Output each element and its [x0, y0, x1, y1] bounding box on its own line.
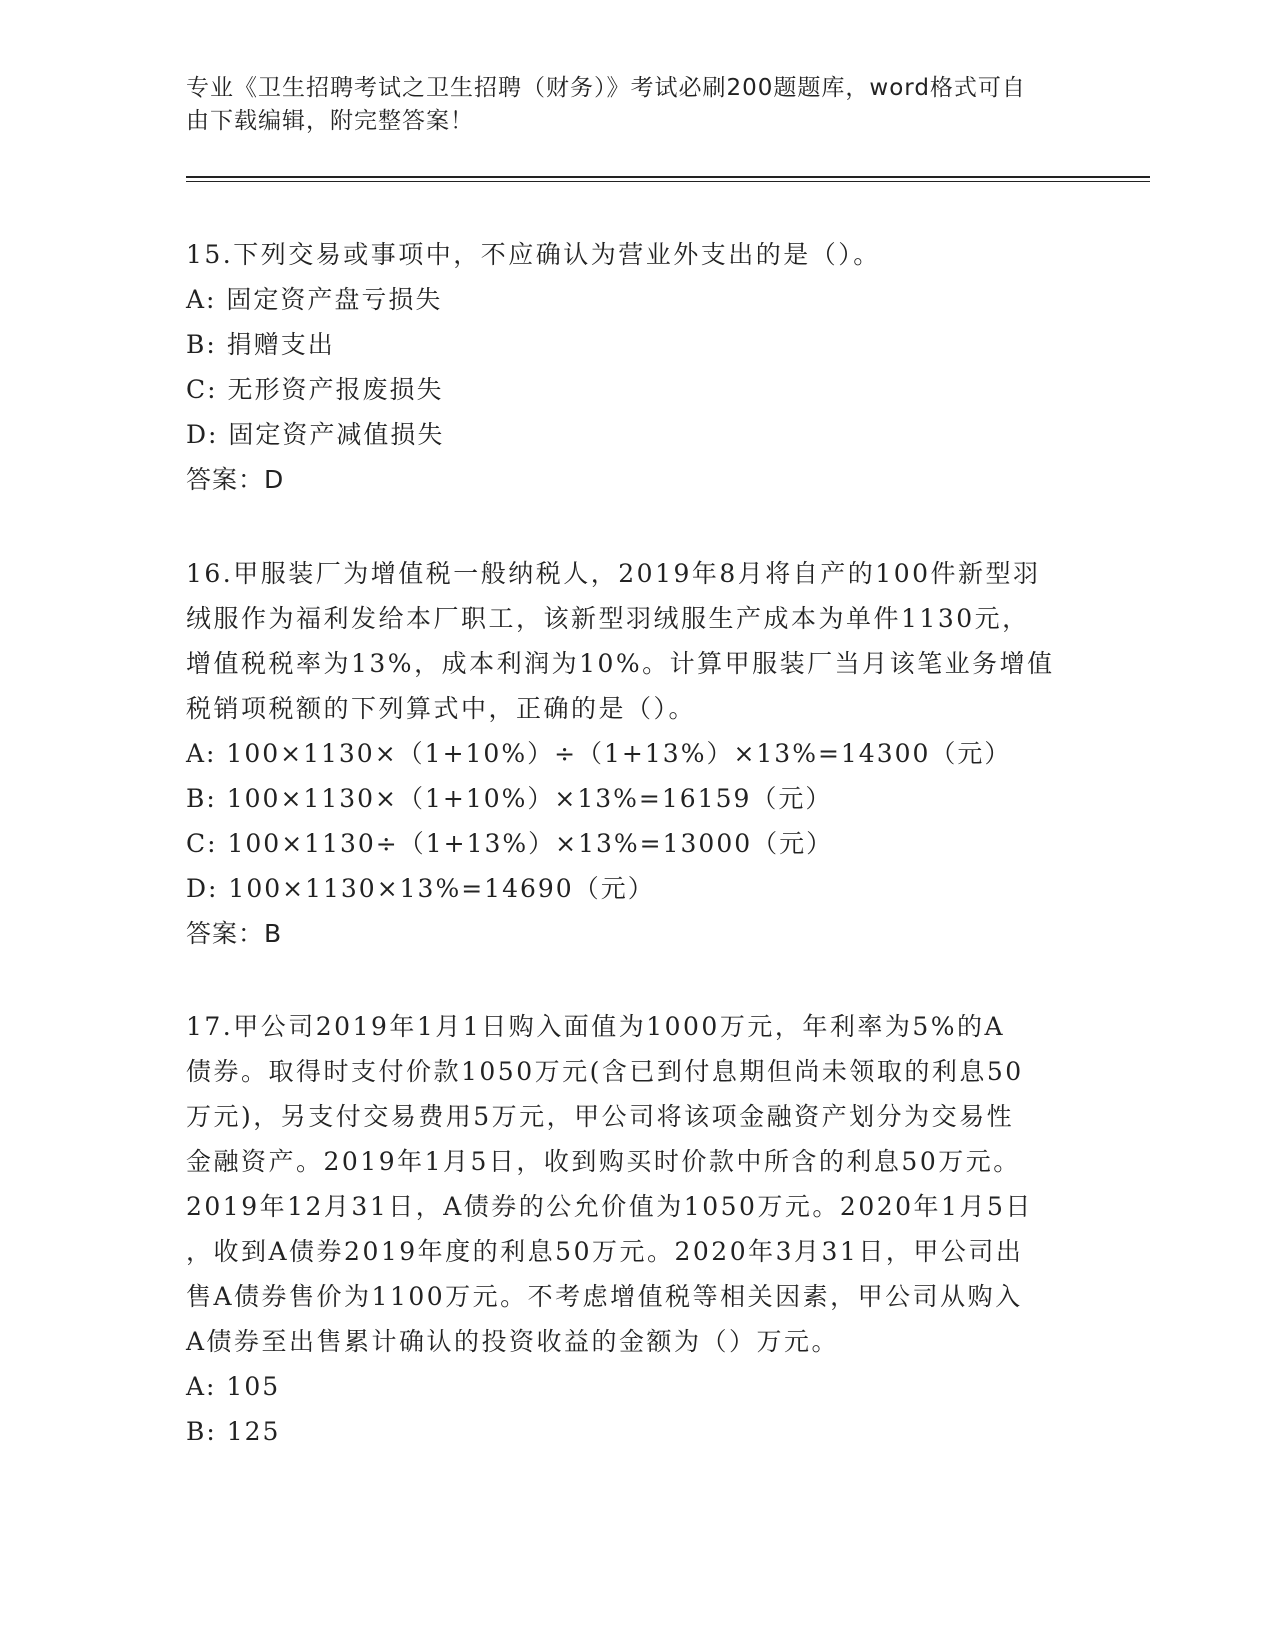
- question-stem: 税销项税额的下列算式中，正确的是（）。: [186, 694, 697, 723]
- header-line: 由下载编辑，附完整答案！: [186, 108, 474, 134]
- question-17: [186, 1004, 1086, 1454]
- question-stem: 万元)，另支付交易费用5万元，甲公司将该项金融资产划分为交易性: [186, 1102, 1015, 1131]
- question-stem: 2019年12月31日，A债券的公允价值为1050万元。2020年1月5日: [186, 1192, 1033, 1221]
- option-a: A: 固定资产盘亏损失: [186, 285, 443, 314]
- option-b: B: 125: [186, 1417, 281, 1446]
- question-15: [186, 232, 1086, 502]
- answer: 答案：D: [186, 465, 285, 494]
- question-stem: ，收到A债券2019年度的利息50万元。2020年3月31日，甲公司出: [186, 1237, 1024, 1266]
- question-stem: 售A债券售价为1100万元。不考虑增值税等相关因素，甲公司从购入: [186, 1282, 1023, 1311]
- answer: 答案：B: [186, 919, 283, 948]
- question-stem: 16.甲服装厂为增值税一般纳税人，2019年8月将自产的100件新型羽: [186, 559, 1041, 588]
- question-stem: A债券至出售累计确认的投资收益的金额为（）万元。: [186, 1327, 840, 1356]
- header-divider: [186, 176, 1150, 178]
- option-d: D: 100×1130×13%=14690（元）: [186, 874, 655, 903]
- question-stem: 增值税税率为13%，成本利润为10%。计算甲服装厂当月该笔业务增值: [186, 649, 1055, 678]
- option-a: A: 100×1130×（1+10%）÷（1+13%）×13%=14300（元）: [186, 739, 1012, 768]
- header-line: 专业《卫生招聘考试之卫生招聘（财务）》考试必刷200题题库，word格式可自: [186, 75, 1026, 101]
- option-c: C: 无形资产报废损失: [186, 375, 444, 404]
- header-divider-thin: [186, 181, 1150, 182]
- question-stem: 15.下列交易或事项中，不应确认为营业外支出的是（）。: [186, 240, 881, 269]
- question-stem: 绒服作为福利发给本厂职工，该新型羽绒服生产成本为单件1130元，: [186, 604, 1030, 633]
- question-stem: 债券。取得时支付价款1050万元(含已到付息期但尚未领取的利息50: [186, 1057, 1024, 1086]
- option-d: D: 固定资产减值损失: [186, 420, 445, 449]
- question-stem: 金融资产。2019年1月5日，收到购买时价款中所含的利息50万元。: [186, 1147, 1021, 1176]
- question-stem: 17.甲公司2019年1月1日购入面值为1000万元，年利率为5%的A: [186, 1012, 1006, 1041]
- option-b: B: 捐赠支出: [186, 330, 335, 359]
- document-header: [186, 72, 1066, 138]
- option-c: C: 100×1130÷（1+13%）×13%=13000（元）: [186, 829, 834, 858]
- option-b: B: 100×1130×（1+10%）×13%=16159（元）: [186, 784, 833, 813]
- question-16: [186, 551, 1086, 956]
- option-a: A: 105: [186, 1372, 281, 1401]
